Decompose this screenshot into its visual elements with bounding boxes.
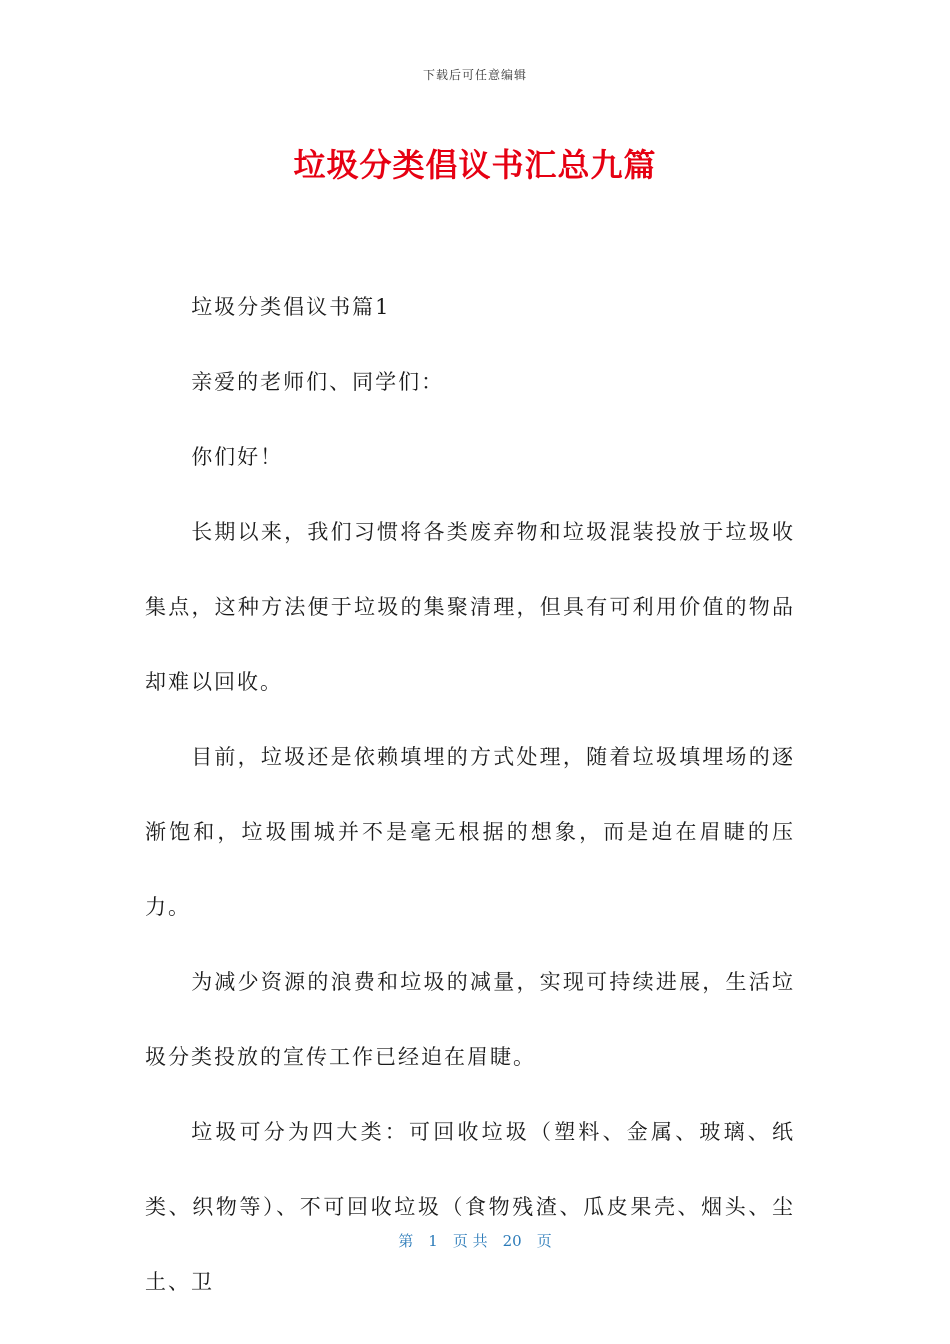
paragraph-body: 为减少资源的浪费和垃圾的减量，实现可持续进展，生活垃圾分类投放的宣传工作已经迫在眉睫。 (145, 970, 795, 1069)
paragraph-body: 长期以来，我们习惯将各类废弃物和垃圾混装投放于垃圾收集点，这种方法便于垃圾的集聚清理，但具有可利用价值的物品却难以回收。 (145, 520, 795, 694)
page-number-footer: 第 1 页 共 20 页 (398, 1232, 552, 1250)
document-body (145, 270, 795, 1320)
document-title: 垃圾分类倡议书汇总九篇 (293, 146, 657, 184)
paragraph-body: 垃圾可分为四大类：可回收垃圾（塑料、金属、玻璃、纸类、织物等）、不可回收垃圾（食物残渣、瓜皮果壳、烟头、尘土、卫 (145, 1120, 795, 1294)
paragraph-section-heading: 垃圾分类倡议书篇1 (191, 295, 391, 319)
paragraph-greeting: 你们好！ (191, 445, 284, 469)
paragraph-salutation: 亲爱的老师们、同学们： (191, 370, 445, 394)
header-note: 下载后可任意编辑 (422, 68, 527, 82)
paragraph-body: 目前，垃圾还是依赖填埋的方式处理，随着垃圾填埋场的逐渐饱和，垃圾围城并不是毫无根据的想象，而是迫在眉睫的压力。 (145, 745, 795, 919)
